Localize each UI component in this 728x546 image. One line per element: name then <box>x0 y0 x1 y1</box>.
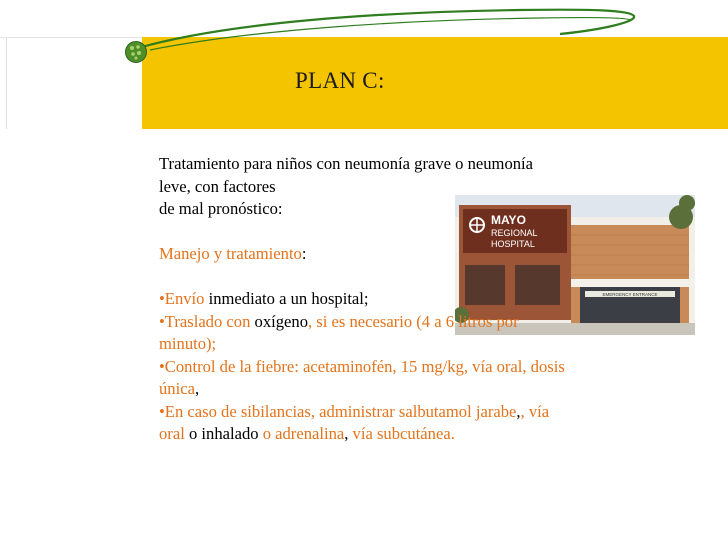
bullet-sibilancias-via: , vía <box>520 401 550 421</box>
photo-sign-line1: MAYO <box>491 213 526 227</box>
bullet-sibilancias-cont <box>159 423 724 446</box>
green-swoosh <box>0 0 728 70</box>
bullet-adrenalina-comma: , <box>344 424 349 443</box>
section-heading-label: Manejo y tratamiento <box>159 244 302 263</box>
bullet-traslado-cont: minuto); <box>159 334 217 353</box>
bullet-traslado-oxigeno: oxígeno <box>250 311 308 331</box>
bullet-fiebre: •Control de la fiebre: acetaminofén, 15 mg/kg, vía oral, dosis <box>159 356 565 376</box>
section-heading-colon: : <box>301 244 307 263</box>
bullet-adrenalina: o adrenalina <box>258 424 345 443</box>
bullet-envio-text: inmediato a un hospital <box>204 289 364 308</box>
photo-sign-line3: HOSPITAL <box>491 239 535 249</box>
bullet-sibilancias-lead: •En caso de sibilancias, administrar salbutamol jarabe <box>159 401 517 421</box>
bullet-traslado-rest: , si es necesario (4 a 6 litros por <box>308 311 519 331</box>
photo-sign-line2: REGIONAL <box>491 228 538 238</box>
photo-door-sign: EMERGENCY ENTRANCE <box>602 292 658 297</box>
bullet-envio <box>159 288 724 311</box>
slide-body <box>159 153 724 446</box>
bullet-sibilancias <box>159 401 724 424</box>
green-orb-icon <box>124 40 148 64</box>
bullet-traslado <box>159 311 724 334</box>
section-heading <box>159 243 724 266</box>
bullet-oral: oral <box>159 424 185 443</box>
intro-line-3: de mal pronóstico: <box>159 199 283 218</box>
bullet-inhalado: o inhalado <box>184 424 259 443</box>
bullet-sibilancias-comma: , <box>516 401 521 421</box>
bullet-subcutanea: vía subcutánea. <box>348 424 455 443</box>
slide-title: PLAN C: <box>295 68 385 93</box>
intro-line-2: leve, con factores <box>159 176 276 196</box>
intro-line-1: Tratamiento para niños con neumonía grave o neumonía <box>159 154 534 173</box>
bullet-envio-end: ; <box>363 289 369 308</box>
bullet-fiebre-comma: , <box>194 379 200 398</box>
bullet-fiebre-unica: única <box>159 379 195 398</box>
bullet-envio-lead: •Envío <box>159 289 205 308</box>
bullet-fiebre-cont <box>159 378 724 401</box>
bullet-traslado-lead: •Traslado con <box>159 311 251 331</box>
